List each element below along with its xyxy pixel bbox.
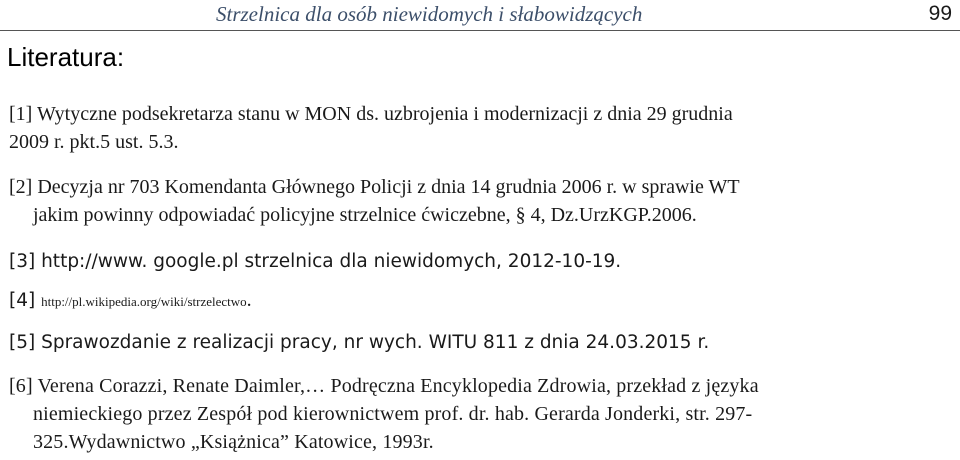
reference-4-link[interactable]: http://pl.wikipedia.org/wiki/strzelectwo <box>41 294 247 309</box>
reference-2-line-1: [2] Decyzja nr 703 Komendanta Głównego Policji z dnia 14 grudnia 2006 r. w sprawie WT <box>9 176 740 198</box>
reference-3-line-1: [3] http://www. google.pl strzelnica dla niewidomych, 2012-10-19. <box>9 251 622 272</box>
reference-3 <box>9 248 959 276</box>
reference-1-line-1: [1] Wytyczne podsekretarza stanu w MON ds. uzbrojenia i modernizacji z dnia 29 grudnia <box>9 103 733 125</box>
reference-2 <box>9 173 959 229</box>
reference-5-line-1: [5] Sprawozdanie z realizacji pracy, nr wych. WITU 811 z dnia 24.03.2015 r. <box>9 332 710 353</box>
reference-6-line-3: 325.Wydawnictwo „Książnica” Katowice, 1993r. <box>33 431 434 453</box>
reference-6-line-2: niemieckiego przez Zespół pod kierownictwem prof. dr. hab. Gerarda Jonderki, str. 297- <box>33 403 753 425</box>
reference-5 <box>9 329 959 357</box>
reference-1 <box>9 100 959 156</box>
section-heading: Literatura: <box>7 42 125 72</box>
reference-2-line-2: jakim powinny odpowiadać policyjne strzelnice ćwiczebne, § 4, Dz.UrzKGP.2006. <box>33 204 697 226</box>
reference-6 <box>9 372 959 456</box>
reference-1-line-2: 2009 r. pkt.5 ust. 5.3. <box>9 131 179 153</box>
reference-4-suffix: . <box>246 289 252 311</box>
page-number: 99 <box>928 2 952 25</box>
running-title: Strzelnica dla osób niewidomych i słabowidzących <box>216 2 643 26</box>
reference-4-prefix: [4] <box>9 290 42 311</box>
reference-6-line-1: [6] Verena Corazzi, Renate Daimler,… Podręczna Encyklopedia Zdrowia, przekład z języka <box>9 375 759 397</box>
reference-4 <box>9 286 959 316</box>
page-header <box>0 0 960 31</box>
